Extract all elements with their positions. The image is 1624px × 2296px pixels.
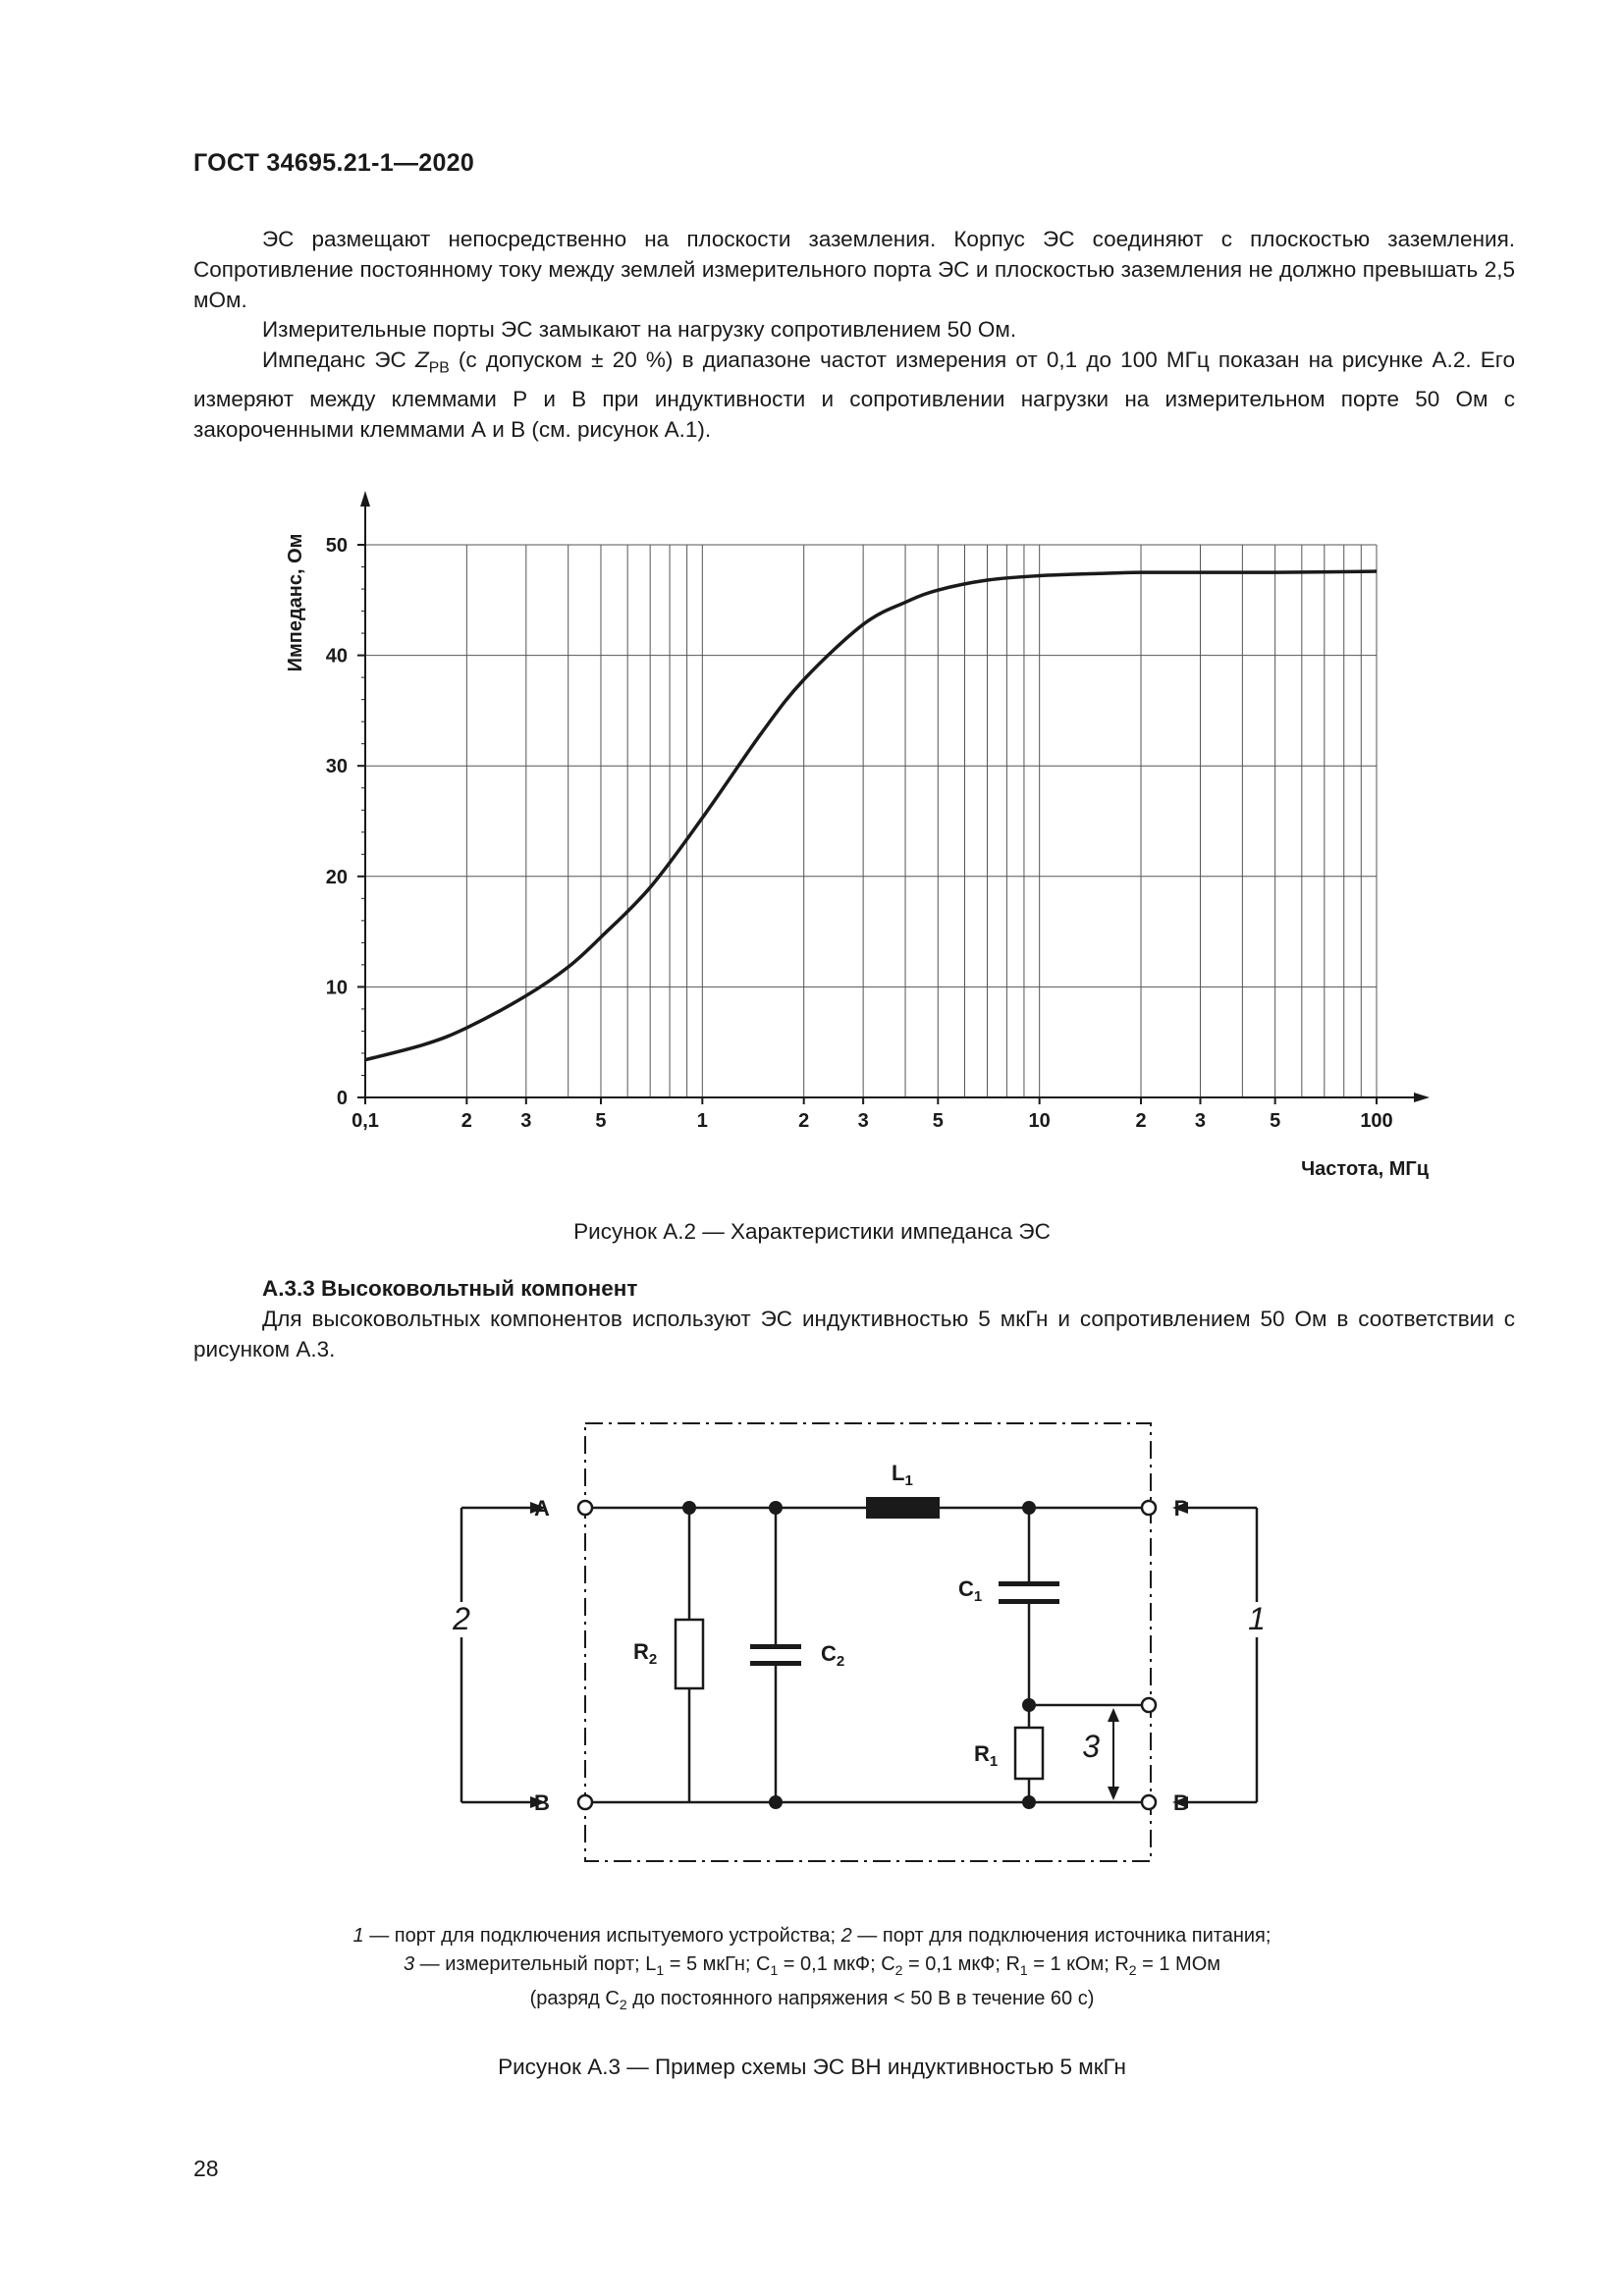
label-node-a: A [534,1496,550,1521]
document-header: ГОСТ 34695.21-1—2020 [193,149,475,177]
legend-line-1: 1 — порт для подключения испытуемого устройства; 2 — порт для подключения источника питания; [352,1925,1272,1947]
junction-dot [1022,1501,1036,1515]
x-axis-arrow [1414,1093,1430,1102]
paragraph-grounding: ЭС размещают непосредственно на плоскости заземления. Корпус ЭС соединяют с плоскостью заземления. Сопротивление постоянному току между землей измерительного порта ЭС и плоскостью заземления не должно превышать 2,5 мОм. [193,227,1515,312]
label-port-1: 1 [1248,1601,1266,1636]
label-l1: $L_1$ [892,1461,913,1489]
y-tick-label: 0 [336,1088,348,1109]
x-tick-label: 3 [520,1110,532,1132]
x-tick-label: 5 [595,1110,607,1132]
junction-dot [769,1795,783,1809]
legend-line-2: 3 — измерительный порт; $L_1 = 5$ мкГн; $С_1 = 0,1$ мкФ; $С_2 = 0,1$ мкФ; $R_1 = 1$ кОм; $R_2 = 1$ МОм [403,1953,1221,1978]
label-c1: $C_1$ [958,1576,983,1605]
x-tick-label: 2 [1135,1110,1147,1132]
chart-tick-labels [326,535,1393,1132]
port3-arrowhead-top [1108,1708,1119,1722]
terminal-meas [1142,1698,1156,1712]
y-tick-label: 50 [325,535,348,557]
junction-dot [1022,1698,1036,1712]
legend-line-3: (разряд $С_2$ до постоянного напряжения < 50 В в течение 60 с) [529,1988,1095,2012]
page-number: 28 [193,2156,219,2181]
terminal-b-right [1142,1795,1156,1809]
x-tick-label: 2 [460,1110,472,1132]
label-r1: $R_1$ [974,1741,999,1770]
resistor-r1 [1015,1728,1043,1779]
terminal-p [1142,1501,1156,1515]
y-axis-arrow [360,491,370,507]
chart-grid [365,545,1377,1097]
label-node-p: P [1173,1496,1189,1521]
impedance-symbol: Z [414,347,429,372]
enclosure-box [585,1423,1151,1861]
x-tick-label: 3 [1194,1110,1207,1132]
terminal-a [578,1501,592,1515]
junction-dot [682,1501,696,1515]
x-tick-label: 10 [1028,1110,1051,1132]
paragraph-impedance-text-a: Импеданс ЭС [262,347,415,372]
label-port-3: 3 [1082,1729,1100,1764]
x-tick-label: 100 [1360,1110,1393,1132]
chart-x-axis-label: Частота, МГц [1301,1158,1429,1180]
paragraph-impedance-text-b: (с допуском ± 20 %) в диапазоне частот измерения от 0,1 до 100 МГц показан на рисунке А.2. Его измеряют между клеммами Р и В при индуктивности и сопротивлении нагрузки на измерительном порте 50 Ом с закороченными клеммами А и В (см. рисунок А.1). [193,347,1515,442]
capacitor-c2-plate-top [750,1644,801,1649]
label-port-2: 2 [453,1601,470,1636]
section-a33-heading: А.3.3 Высоковольтный компонент [262,1276,638,1301]
junction-dot [769,1501,783,1515]
y-tick-label: 40 [325,645,348,667]
resistor-r2 [676,1620,703,1688]
x-tick-label: 5 [932,1110,944,1132]
x-tick-label: 3 [857,1110,869,1132]
capacitor-c2-plate-bottom [750,1661,801,1666]
capacitor-c1-plate-bottom [999,1599,1059,1604]
x-tick-label: 0,1 [352,1110,379,1132]
x-tick-label: 1 [696,1110,708,1132]
port3-arrowhead-bottom [1108,1787,1119,1800]
figure-a3-caption: Рисунок А.3 — Пример схемы ЭС ВН индуктивностью 5 мкГн [498,2055,1126,2079]
section-a33-text: Для высоковольтных компонентов используют ЭС индуктивностью 5 мкГн и сопротивлением 50 Ом в соответствии с рисунком А.3. [193,1307,1515,1362]
label-node-b-right: B [1173,1790,1189,1815]
circuit-diagram [0,1374,1624,1904]
y-tick-label: 10 [325,977,348,999]
x-tick-label: 2 [798,1110,810,1132]
x-tick-label: 5 [1270,1110,1281,1132]
capacitor-c1-plate-top [999,1581,1059,1586]
junction-dot [1022,1795,1036,1809]
label-r2: $R_2$ [633,1639,658,1668]
y-tick-label: 30 [325,756,348,778]
inductor-l1 [866,1497,940,1519]
label-node-b-left: B [534,1790,550,1815]
chart-axes [357,491,1430,1104]
figure-a3-legend [0,1922,1624,2019]
label-c2: $C_2$ [821,1641,845,1670]
figure-a2-caption: Рисунок А.2 — Характеристики импеданса ЭС [573,1219,1051,1244]
chart-y-axis-label: Импеданс, Ом [285,533,306,672]
terminal-b-left [578,1795,592,1809]
y-tick-label: 20 [325,866,348,888]
impedance-subscript: PB [428,359,450,377]
paragraph-load: Измерительные порты ЭС замыкают на нагрузку сопротивлением 50 Ом. [262,317,1017,342]
